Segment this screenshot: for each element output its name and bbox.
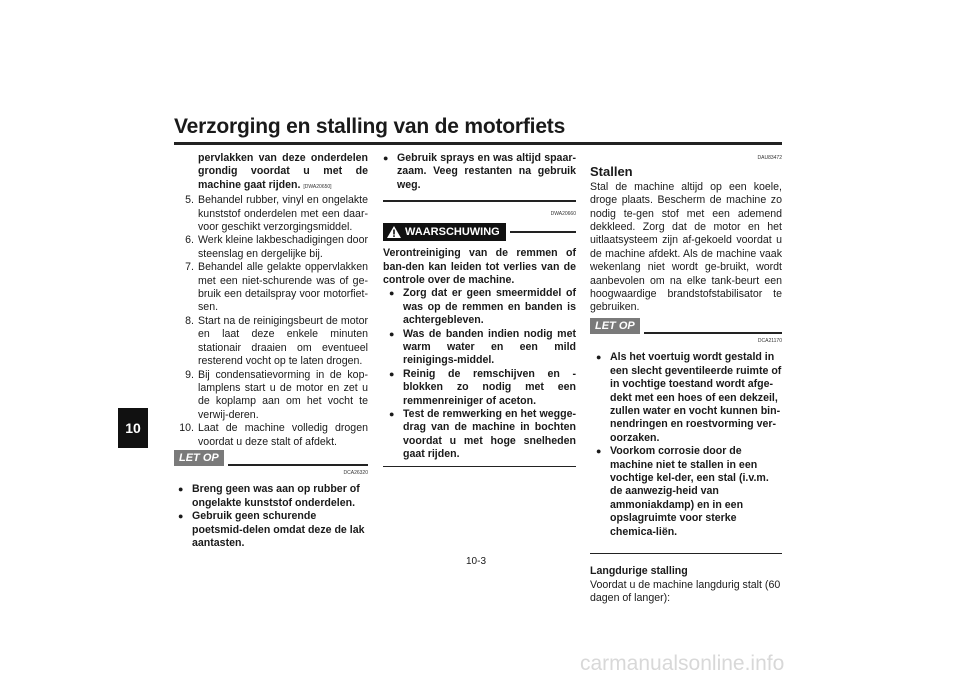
section-code: DAU83472	[757, 155, 782, 161]
notice-label: LET OP	[174, 450, 224, 466]
list-item: ● Test de remwerking en het wegge-drag van de machine in bochten voordat u met hoge snelheden gaat rijden.	[389, 408, 576, 461]
bullet-icon: ●	[389, 288, 395, 299]
notice-header	[174, 450, 368, 466]
list-item: ● Gebruik geen schurende poetsmid-delen omdat deze de lak aantasten.	[178, 510, 365, 549]
section-title: Stallen	[590, 164, 633, 180]
ref-code: [DWA20650]	[303, 183, 332, 190]
section-text: Stal de machine altijd op een koele, droge plaats. Bescherm de machine zo nodig te-gen stof met een ademend dekkleed. Zorg dat de motor en het uitlaatsysteem zijn af-gekoeld voordat u de machine afdekt. Als de machine vaak wekenlang niet wordt ge-bruikt, wordt aanbevolen om na elke tank-beurt een hoogwaardige brandstofstabilisator te gebruiken.	[590, 180, 782, 314]
bullet-icon: ●	[389, 368, 395, 379]
continued-text: pervlakken van deze onderdelen grondig voordat u met de machine gaat rijden. [DWA20650]	[198, 152, 368, 191]
bullet-icon: ●	[383, 153, 389, 163]
warning-icon	[387, 226, 401, 238]
page-number: 10-3	[466, 556, 487, 567]
divider	[383, 200, 576, 202]
warning-bullets	[383, 287, 576, 461]
bullet-icon: ●	[596, 446, 602, 457]
list-item: 5. Behandel rubber, vinyl en ongelakte kunststof onderdelen met een daar-voor geschikt verzorgingsmiddel.	[185, 194, 368, 234]
warning-code: DWA20660	[550, 210, 576, 217]
subsection-text: Voordat u de machine langdurig stalt (60 dagen of langer):	[590, 578, 781, 605]
subsection-title: Langdurige stalling	[590, 565, 688, 578]
list-item: 6. Werk kleine lakbeschadigingen door steenslag en dergelijke bij.	[185, 234, 368, 260]
bullet-icon: ●	[178, 484, 184, 495]
watermark: carmanualsonline.info	[580, 652, 785, 675]
notice-code: DCA26320	[343, 469, 368, 476]
list-item: ● Reinig de remschijven en -blokken zo nodig met een remmenreiniger of aceton.	[389, 367, 576, 407]
column-1	[174, 152, 368, 550]
list-item: 10. Laat de machine volledig drogen voordat u deze stalt of afdekt.	[179, 422, 368, 448]
warning-label: WAARSCHUWING	[405, 226, 500, 239]
list-item: 7. Behandel alle gelakte oppervlakken met een niet-schurende was of ge-bruik een detailspray voor motorfiet-sen.	[185, 261, 368, 314]
list-item: ● Zorg dat er geen smeermiddel of was op de remmen en banden is achtergebleven.	[389, 287, 576, 327]
column-3	[590, 152, 782, 606]
column-2	[383, 152, 576, 467]
bullet-icon: ●	[389, 328, 395, 339]
notice-label: LET OP	[590, 318, 640, 334]
chapter-tab: 10	[118, 408, 148, 448]
bullet-icon: ●	[389, 409, 395, 419]
list-item: ● Breng geen was aan op rubber of ongelakte kunststof onderdelen.	[178, 483, 360, 509]
bullet-icon: ●	[178, 511, 184, 522]
list-item: ● Gebruik sprays en was altijd spaar-zaam. Veeg restanten na gebruik weg.	[383, 152, 576, 191]
notice-code: DCA21170	[757, 337, 782, 344]
notice-header	[590, 318, 782, 334]
warning-intro: Verontreiniging van de remmen of ban-den kan leiden tot verlies van de controle over de machine.	[383, 247, 576, 286]
notice-bullets	[174, 483, 368, 550]
title-rule	[174, 142, 782, 145]
list-item: 8. Start na de reinigingsbeurt de motor en laat deze enkele minuten stationair draaien om eventueel resterend vocht op te laten drogen.	[185, 314, 368, 368]
bullet-icon: ●	[596, 352, 602, 363]
list-item: ● Voorkom corrosie door de machine niet te stallen in een vochtige kel-der, een stal (i.v.m. de aanwezig-heid van ammoniakdamp) en in een opslagruimte voor sterke chemica-liën.	[596, 445, 769, 538]
step-list	[174, 194, 368, 449]
divider	[383, 466, 576, 468]
warning-header	[383, 223, 576, 241]
list-item: ● Als het voertuig wordt gestald in een slecht geventileerde ruimte of in vochtige toestand wordt afge-dekt met een hoes of een dekzeil, zullen water en vocht kunnen bin-nendringen en roestvorming ver-oorzaken.	[596, 351, 782, 444]
divider	[590, 553, 782, 555]
list-item: 9. Bij condensatievorming in de kop-lamplens start u de motor en zet u de koplamp aan om het vocht te verwij-deren.	[185, 368, 368, 421]
list-item: ● Was de banden indien nodig met warm water en een mild reinigings-middel.	[389, 327, 576, 367]
notice-bullets	[590, 351, 782, 539]
page-title: Verzorging en stalling van de motorfiets	[174, 115, 566, 138]
